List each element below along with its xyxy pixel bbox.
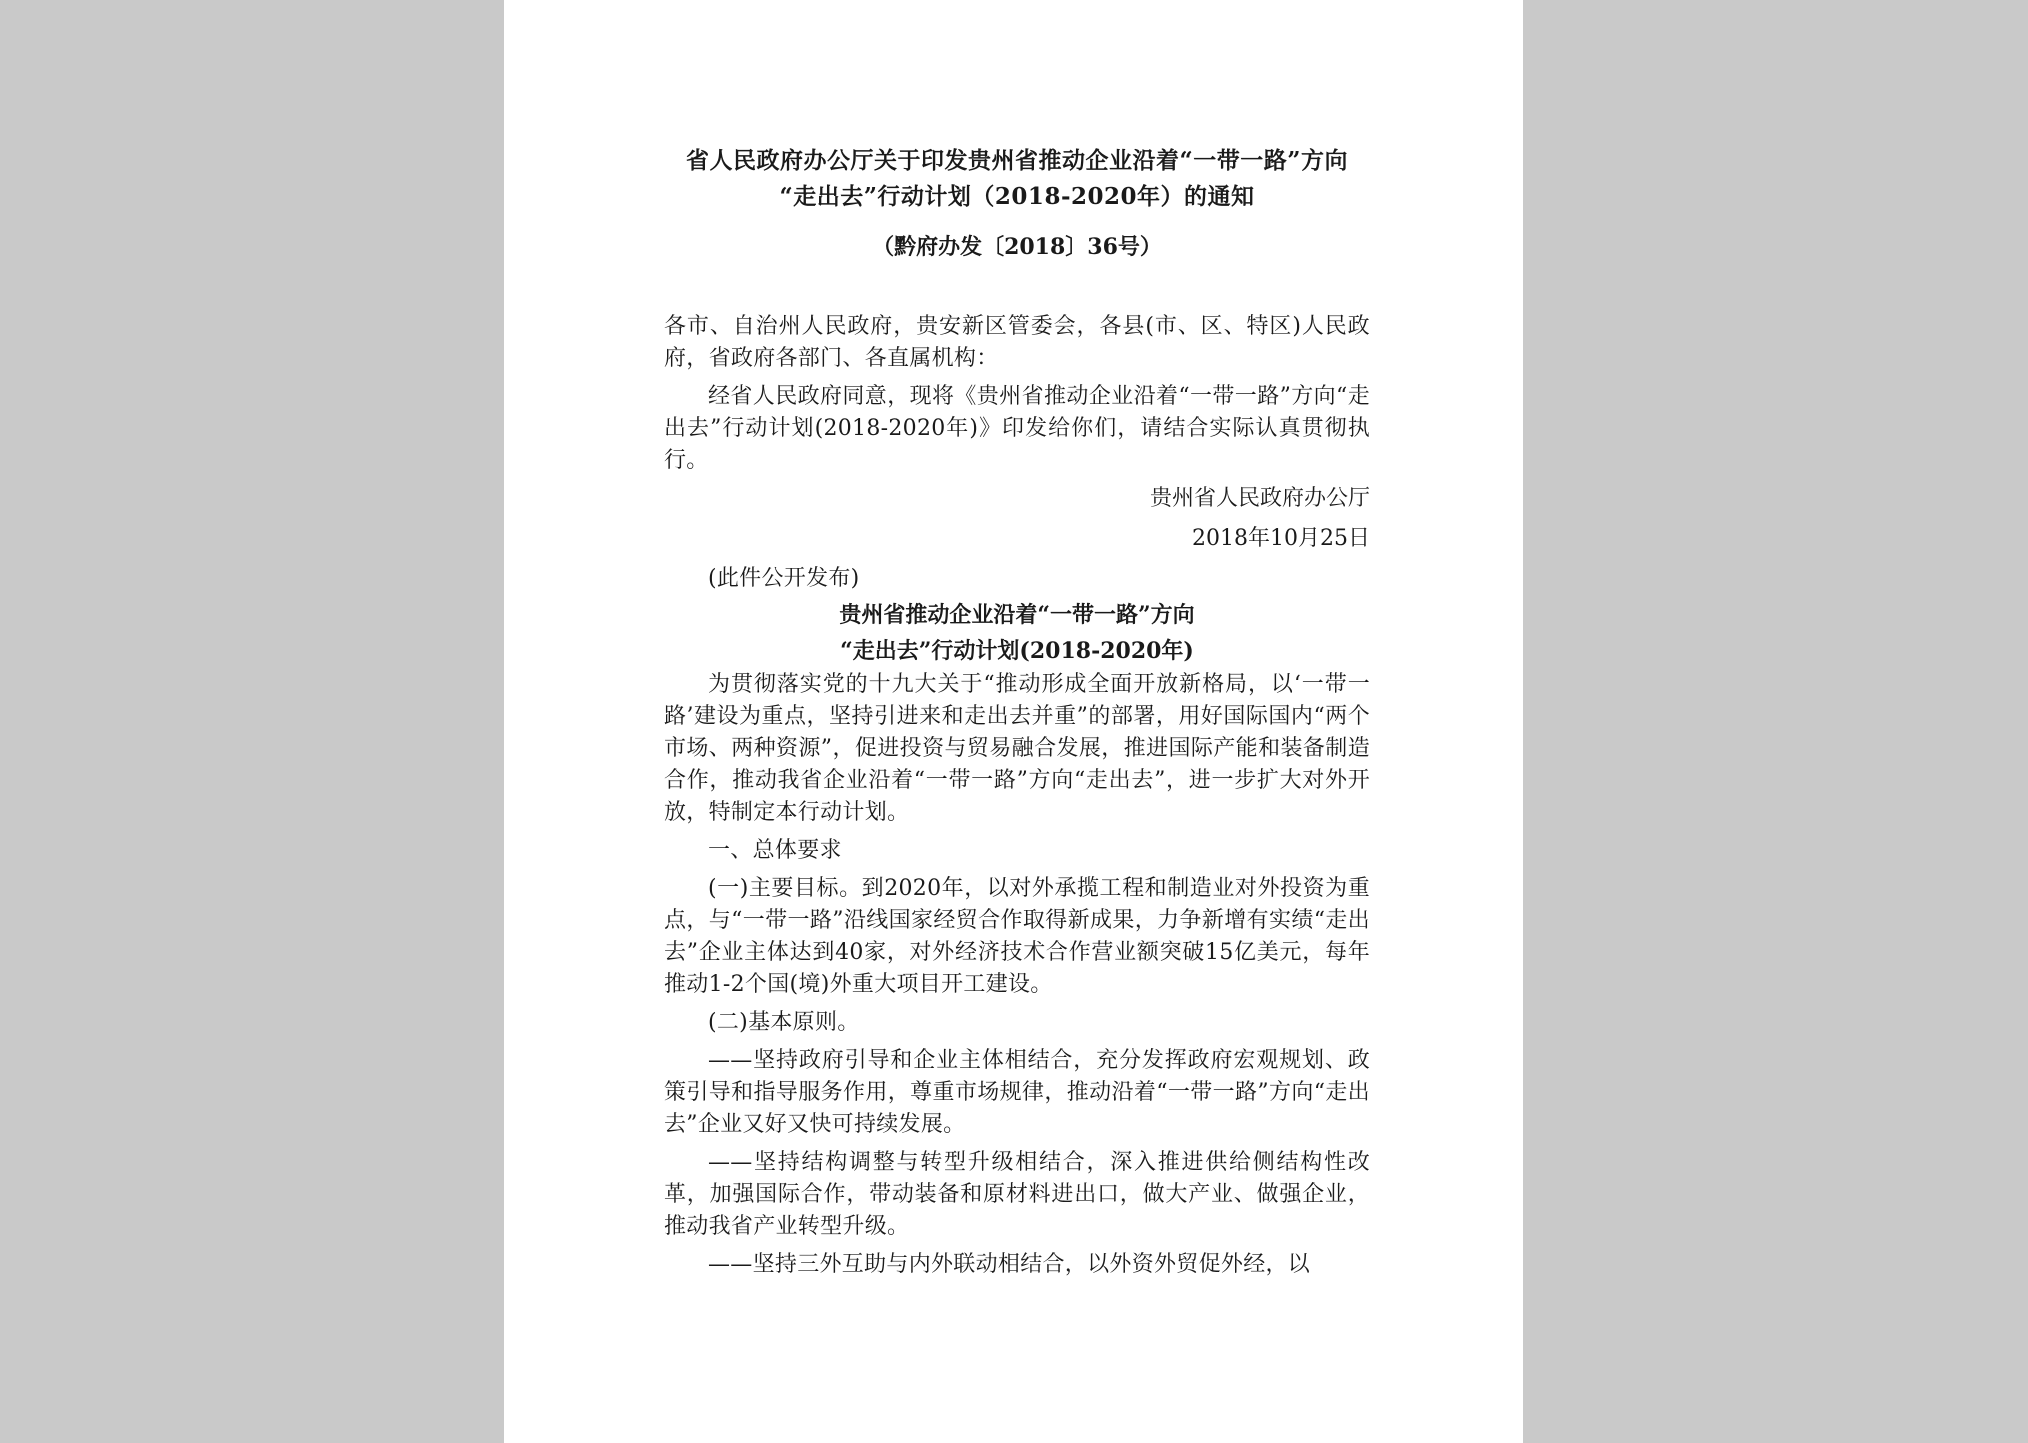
public-release-note: (此件公开发布) (708, 566, 860, 591)
plan-paragraph-main-goals: (一)主要目标。到2020年，以对外承揽工程和制造业对外投资为重点，与“一带一路”沿线国家经贸合作取得新成果，力争新增有实绩“走出去”企业主体达到40家，对外经济技术合作营业额突破15亿美元，每年推动1-2个国(境)外重大项目开工建设。 (664, 876, 1370, 997)
plan-title (664, 597, 1370, 669)
addressees: 各市、自治州人民政府，贵安新区管委会，各县(市、区、特区)人民政府，省政府各部门、各直属机构： (664, 314, 1370, 371)
notice-paragraph: 经省人民政府同意，现将《贵州省推动企业沿着“一带一路”方向“走出去”行动计划(2018-2020年)》印发给你们，请结合实际认真贯彻执行。 (664, 384, 1370, 473)
principle-item: ——坚持结构调整与转型升级相结合，深入推进供给侧结构性改革，加强国际合作，带动装备和原材料进出口，做大产业、做强企业，推动我省产业转型升级。 (664, 1150, 1370, 1239)
plan-title-line-1: 贵州省推动企业沿着“一带一路”方向 (839, 602, 1195, 628)
signature-organization: 贵州省人民政府办公厅 (1149, 486, 1370, 511)
document-page (504, 0, 1523, 1443)
plan-body (664, 669, 1370, 1281)
document-number: （黔府办发〔2018〕36号） (872, 234, 1162, 260)
notice-title-line-1: 省人民政府办公厅关于印发贵州省推动企业沿着“一带一路”方向 (686, 147, 1348, 174)
notice-title (664, 143, 1370, 215)
principle-item: ——坚持政府引导和企业主体相结合，充分发挥政府宏观规划、政策引导和指导服务作用，尊重市场规律，推动沿着“一带一路”方向“走出去”企业又好又快可持续发展。 (664, 1048, 1370, 1137)
notice-title-line-2: “走出去”行动计划（2018-2020年）的通知 (779, 183, 1255, 210)
principle-item: ——坚持三外互助与内外联动相结合，以外资外贸促外经，以 (708, 1252, 1311, 1277)
plan-title-line-2: “走出去”行动计划(2018-2020年) (840, 638, 1194, 664)
plan-paragraph-intro: 为贯彻落实党的十九大关于“推动形成全面开放新格局，以‘一带一路’建设为重点，坚持引进来和走出去并重”的部署，用好国际国内“两个市场、两种资源”，促进投资与贸易融合发展，推进国际产能和装备制造合作，推动我省企业沿着“一带一路”方向“走出去”，进一步扩大对外开放，特制定本行动计划。 (664, 672, 1370, 825)
section-heading-general-requirements: 一、总体要求 (708, 838, 842, 863)
notice-body (664, 311, 1370, 595)
document-content (664, 143, 1370, 1281)
subheading-basic-principles: (二)基本原则。 (708, 1010, 860, 1035)
signature-date: 2018年10月25日 (1192, 526, 1370, 551)
